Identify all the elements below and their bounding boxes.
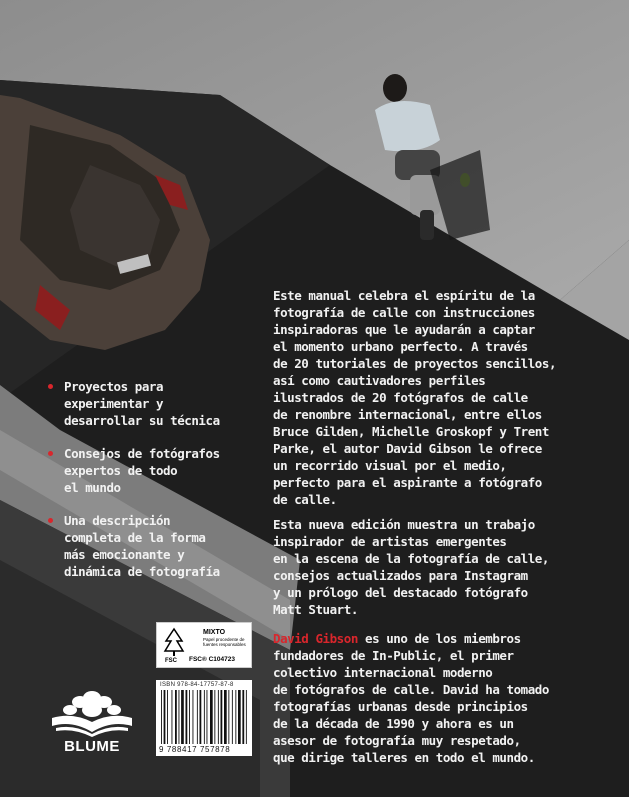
- publisher-name: BLUME: [64, 738, 120, 755]
- book-tree-icon: [46, 688, 138, 738]
- bullet-icon: [48, 518, 53, 523]
- feature-text: Una descripción completa de la forma más emocionante y dinámica de fotografía: [64, 513, 220, 579]
- fsc-label: [156, 622, 252, 668]
- barcode-number: 9 788417 757878: [159, 745, 231, 754]
- feature-list: [48, 378, 220, 596]
- fsc-sub-label: Papel procedente de fuentes responsables: [203, 637, 246, 647]
- bullet-icon: [48, 451, 53, 456]
- author-bio-paragraph: [273, 630, 549, 766]
- fsc-code: FSC® C104723: [189, 656, 235, 663]
- publisher-logo: [46, 688, 138, 758]
- bullet-icon: [48, 384, 53, 389]
- description-paragraph: Este manual celebra el espíritu de la fotografía de calle con instrucciones inspiradoras que le ayudarán a captar el momento urbano perfecto. A través de 20 tutoriales de proyectos sencillos, así como cautivadores perfiles ilustrados de 20 fotógrafos de calle de renombre internacional, entre ellos Bruce Gilden, Michelle Groskopf y Trent Parke, el autor David Gibson le ofrece un recorrido visual por el medio, perfecto para el aspirante a fotógrafo de calle.: [273, 288, 557, 507]
- author-name: David Gibson: [273, 631, 358, 646]
- isbn-label: ISBN 978-84-17757-87-8: [160, 682, 234, 688]
- author-bio-text: es uno de los miembros fundadores de In-Public, el primer colectivo internacional moderno de fotógrafos de calle. David ha tomado fotografías urbanas desde principios de la década de 1990 y ahora es un asesor de fotografía muy respetado, que dirige talleres en todo el mundo.: [273, 631, 549, 765]
- feature-item: [48, 378, 220, 429]
- feature-text: Proyectos para experimentar y desarrollar su técnica: [64, 379, 220, 428]
- barcode-bars: [161, 690, 247, 744]
- feature-item: [48, 512, 220, 580]
- new-edition-paragraph: Esta nueva edición muestra un trabajo inspirador de artistas emergentes en la escena de la fotografía de calle, consejos actualizados para Instagram y un prólogo del destacado fotógrafo Matt Stuart.: [273, 517, 549, 617]
- fsc-mix-label: MIXTO: [203, 629, 226, 636]
- feature-item: [48, 445, 220, 496]
- fsc-tree-icon: [163, 627, 185, 663]
- isbn-barcode: [156, 680, 252, 756]
- svg-text:FSC: FSC: [165, 658, 177, 663]
- feature-text: Consejos de fotógrafos expertos de todo el mundo: [64, 446, 220, 495]
